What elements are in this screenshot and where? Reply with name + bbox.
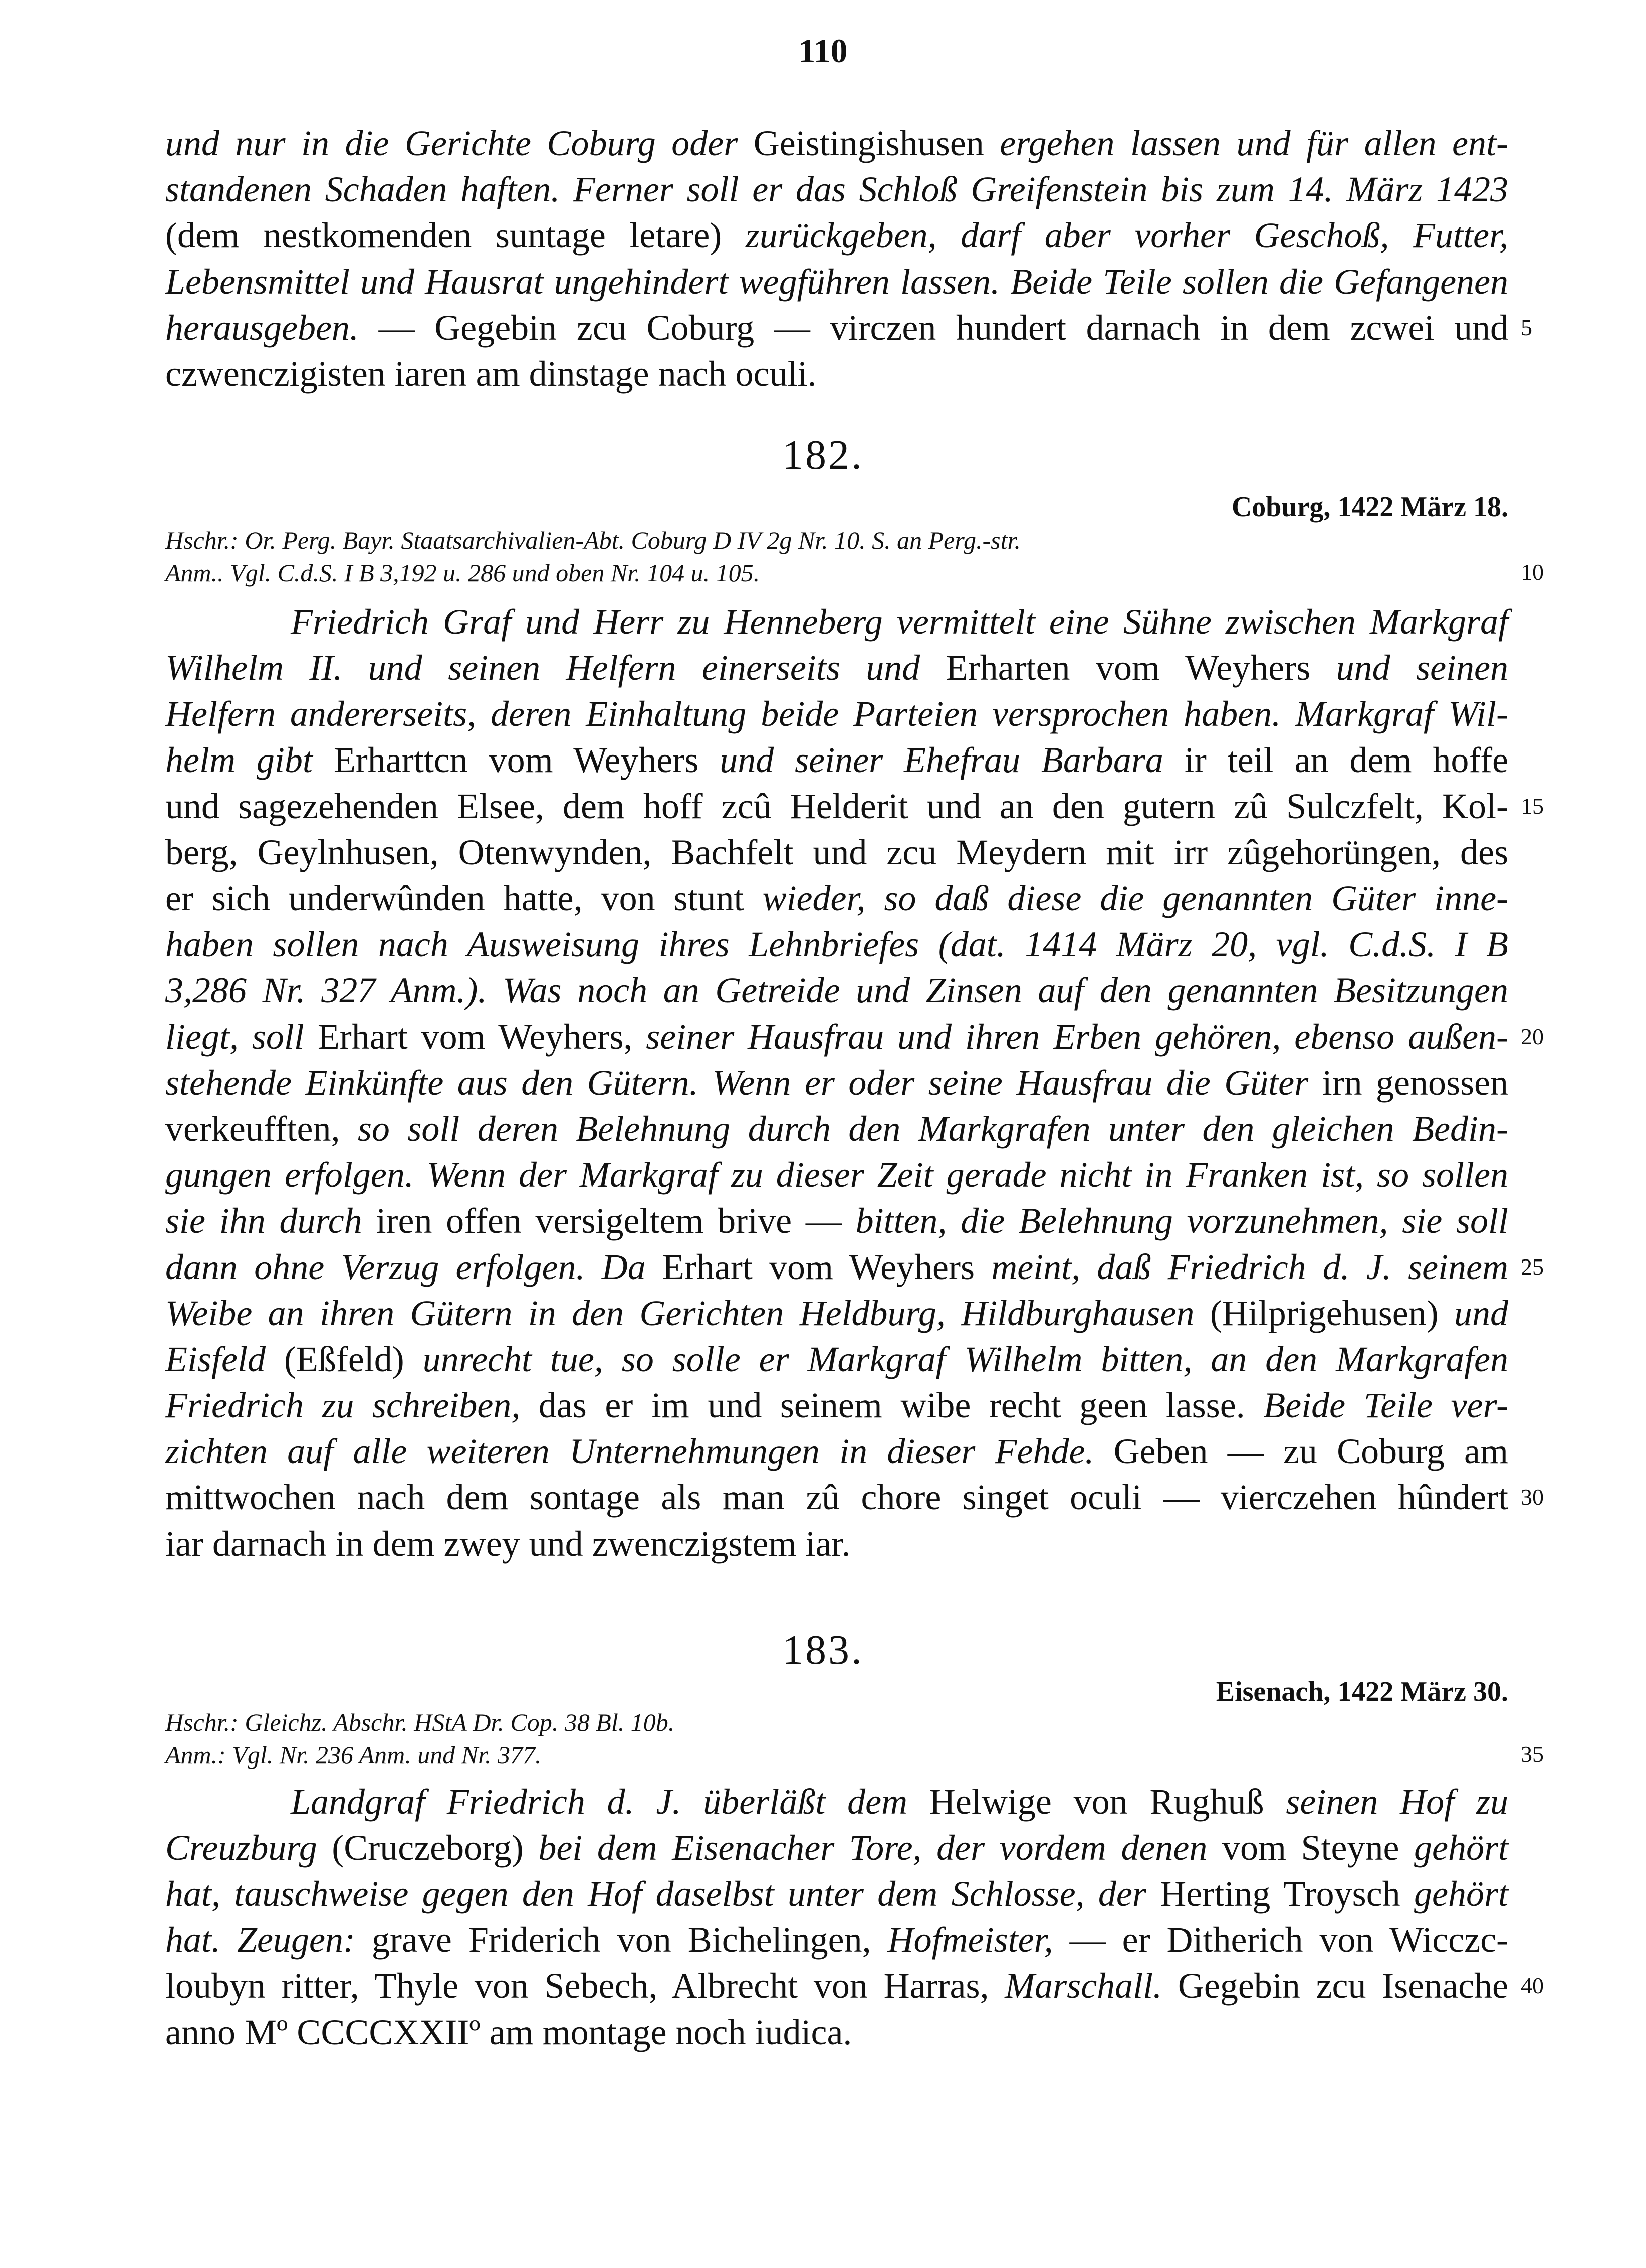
text-segment: anno Mº CCCCXXIIº am montage noch iudica. — [165, 2012, 852, 2052]
text-segment: Herting Troysch — [1160, 1874, 1415, 1914]
margin-line-number: 15 — [1521, 793, 1544, 819]
italic-segment: unrecht tue, so solle er Markgraf Wilhelm bitten, an den Markgrafen — [422, 1339, 1509, 1379]
doc-183-number: 183. — [782, 1627, 864, 1673]
page-number: 110 — [798, 32, 848, 70]
italic-segment: Marschall. — [1005, 1966, 1178, 2006]
italic-segment: herausgeben. — [165, 308, 359, 348]
text-line — [291, 599, 1508, 645]
text-segment: und sagezehenden Elsee, dem hoff zcû Helderit und an den gutern zû Sulczfelt, Kol- — [165, 786, 1508, 826]
text-line — [165, 305, 1508, 351]
italic-segment: Friedrich Graf und Herr zu Henneberg vermittelt eine Sühne zwischen Markgraf — [291, 602, 1508, 642]
text-line — [165, 829, 1508, 875]
text-segment: Helwige von Rughuß — [929, 1782, 1286, 1822]
doc-183-dateline: Eisenach, 1422 März 30. — [1216, 1676, 1508, 1707]
text-line — [165, 1290, 1508, 1336]
text-line — [165, 1198, 1508, 1244]
italic-segment: sie ihn durch — [165, 1201, 376, 1241]
italic-segment: seinen Hof zu — [1286, 1782, 1509, 1822]
italic-segment: so soll deren Belehnung durch den Markgrafen unter den gleichen Bedin- — [357, 1109, 1508, 1149]
italic-segment: und seinen — [1336, 648, 1509, 688]
italic-segment: helm gibt — [165, 740, 334, 780]
text-segment: das er im und seinem wibe recht geen lasse. — [538, 1385, 1264, 1425]
italic-segment: stehende Einkünfte aus den Gütern. Wenn er oder seine Hausfrau die Güter — [165, 1063, 1322, 1103]
italic-segment: Weibe an ihren Gütern in den Gerichten Heldburg, Hildburghausen — [165, 1293, 1210, 1333]
italic-segment: zichten auf alle weiteren Unternehmungen in dieser Fehde. — [165, 1431, 1114, 1471]
text-line — [165, 351, 1508, 397]
text-line — [165, 783, 1508, 829]
italic-segment: standenen Schaden haften. Ferner soll er das Schloß Greifenstein bis zum 14. März 1423 — [165, 169, 1508, 209]
text-line — [165, 875, 1508, 921]
italic-segment: liegt, soll — [165, 1017, 318, 1057]
text-segment: er sich underwûnden hatte, von stunt — [165, 878, 763, 918]
italic-segment: wieder, so daß diese die genannten Güter inne- — [762, 878, 1509, 918]
text-line — [165, 1917, 1508, 1963]
margin-line-number: 25 — [1521, 1254, 1544, 1280]
italic-segment: Eisfeld — [165, 1339, 284, 1379]
doc-182-manuscript-note: Hschr.: Or. Perg. Bayr. Staatsarchivalien-Abt. Coburg D IV 2g Nr. 10. S. an Perg.-str. — [165, 526, 1021, 554]
text-line — [165, 1428, 1508, 1474]
italic-segment: gungen erfolgen. Wenn der Markgraf zu dieser Zeit gerade nicht in Franken ist, so sollen — [165, 1155, 1508, 1195]
italic-segment: hat, tauschweise gegen den Hof daselbst unter dem Schlosse, der — [165, 1874, 1160, 1914]
text-line — [165, 1336, 1508, 1382]
italic-segment: Wilhelm II. und seinen Helfern einerseits und — [165, 648, 946, 688]
italic-segment: und seiner Ehefrau Barbara — [720, 740, 1185, 780]
text-line — [165, 691, 1508, 737]
text-segment: (Cruczeborg) — [332, 1828, 539, 1868]
text-segment: — Gegebin zcu Coburg — virczen hundert darnach in dem zcwei und — [358, 308, 1508, 348]
text-segment: irn genossen — [1322, 1063, 1508, 1103]
italic-segment: gehört — [1414, 1828, 1509, 1868]
text-line — [165, 1521, 1508, 1567]
doc-182-note-line-number: 10 — [1521, 559, 1544, 585]
text-segment: ir teil an dem hoffe — [1184, 740, 1509, 780]
margin-line-number: 30 — [1521, 1484, 1544, 1510]
doc-182-number: 182. — [782, 432, 864, 478]
text-line — [165, 1825, 1508, 1871]
italic-segment: haben sollen nach Ausweisung ihres Lehnbriefes (dat. 1414 März 20, vgl. C.d.S. I B — [165, 924, 1508, 964]
italic-segment: hat. Zeugen: — [165, 1920, 372, 1960]
text-line — [165, 1382, 1508, 1428]
italic-segment: und — [1454, 1293, 1509, 1333]
text-segment: iar darnach in dem zwey und zwenczigstem iar. — [165, 1524, 851, 1564]
italic-segment: bitten, die Belehnung vorzunehmen, sie soll — [855, 1201, 1508, 1241]
text-segment: Gegebin zcu Isenache — [1178, 1966, 1509, 2006]
text-segment: Erharten vom Weyhers — [946, 648, 1336, 688]
text-segment: — er Ditherich von Wicczc- — [1069, 1920, 1509, 1960]
text-line — [165, 1474, 1508, 1521]
italic-segment: bei dem Eisenacher Tore, der vordem denen — [538, 1828, 1222, 1868]
text-segment: verkeufften, — [165, 1109, 358, 1149]
text-line — [165, 1152, 1508, 1198]
text-line — [291, 1779, 1508, 1825]
text-segment: (dem nestkomenden suntage letare) — [165, 215, 746, 256]
italic-segment: gehört — [1414, 1874, 1509, 1914]
text-line — [165, 259, 1508, 305]
italic-segment: Helfern andererseits, deren Einhaltung beide Parteien versprochen haben. Markgraf Wil- — [165, 694, 1508, 734]
text-line — [165, 1963, 1508, 2009]
text-line — [165, 1871, 1508, 1917]
doc-183-annotation-note: Anm.: Vgl. Nr. 236 Anm. und Nr. 377. — [165, 1741, 542, 1769]
text-line — [165, 921, 1508, 967]
text-segment: iren offen versigeltem brive — — [376, 1201, 856, 1241]
italic-segment: dann ohne Verzug erfolgen. Da — [165, 1247, 662, 1287]
margin-line-number: 40 — [1521, 1973, 1544, 1998]
text-line — [165, 166, 1508, 212]
text-segment: grave Friderich von Bichelingen, — [371, 1920, 888, 1960]
text-segment: Geben — zu Coburg am — [1113, 1431, 1509, 1471]
italic-segment: Beide Teile ver- — [1263, 1385, 1508, 1425]
text-segment: mittwochen nach dem sontage als man zû chore singet oculi — vierczehen hûndert — [165, 1477, 1508, 1518]
italic-segment: 3,286 Nr. 327 Anm.). Was noch an Getreide und Zinsen auf den genannten Besitzungen — [165, 970, 1508, 1011]
italic-segment: Landgraf Friedrich d. J. überläßt dem — [291, 1782, 929, 1822]
text-line — [165, 645, 1508, 691]
text-segment: (Hilprigehusen) — [1210, 1293, 1455, 1333]
text-line — [165, 967, 1508, 1014]
margin-line-number: 20 — [1521, 1024, 1544, 1049]
text-segment: Erhart vom Weyhers, — [317, 1017, 646, 1057]
doc-183-note-line-number: 35 — [1521, 1741, 1544, 1767]
text-segment: czwenczigisten iaren am dinstage nach oculi. — [165, 354, 817, 394]
italic-segment: und nur in die Gerichte Coburg oder — [165, 123, 754, 163]
doc-182-dateline: Coburg, 1422 März 18. — [1231, 491, 1508, 523]
text-segment: Erhart vom Weyhers — [662, 1247, 992, 1287]
text-segment: berg, Geylnhusen, Otenwynden, Bachfelt und zcu Meydern mit irr zûgehorüngen, des — [165, 832, 1508, 872]
text-segment: Geistingishusen — [753, 123, 1000, 163]
doc-183-manuscript-note: Hschr.: Gleichz. Abschr. HStA Dr. Cop. 38 Bl. 10b. — [165, 1708, 675, 1736]
text-segment: (Eßfeld) — [284, 1339, 423, 1379]
italic-segment: ergehen lassen und für allen ent- — [1000, 123, 1508, 163]
text-line — [165, 120, 1508, 166]
italic-segment: Creuzburg — [165, 1828, 332, 1868]
text-line — [165, 737, 1508, 783]
text-segment: loubyn ritter, Thyle von Sebech, Albrecht von Harras, — [165, 1966, 1005, 2006]
italic-segment: Lebensmittel und Hausrat ungehindert wegführen lassen. Beide Teile sollen die Gefangenen — [165, 262, 1508, 302]
doc-182-annotation-note: Anm.. Vgl. C.d.S. I B 3,192 u. 286 und oben Nr. 104 u. 105. — [165, 559, 760, 587]
text-line — [165, 1106, 1508, 1152]
text-line — [165, 2009, 1508, 2055]
italic-segment: Hofmeister, — [887, 1920, 1070, 1960]
italic-segment: meint, daß Friedrich d. J. seinem — [991, 1247, 1509, 1287]
italic-segment: Friedrich zu schreiben, — [165, 1385, 539, 1425]
margin-line-number: 5 — [1521, 315, 1532, 340]
text-segment: vom Steyne — [1222, 1828, 1415, 1868]
text-line — [165, 1244, 1508, 1290]
italic-segment: seiner Hausfrau und ihren Erben gehören, ebenso außen- — [646, 1017, 1509, 1057]
text-line — [165, 212, 1508, 259]
italic-segment: zurückgeben, darf aber vorher Geschoß, Futter, — [745, 215, 1508, 256]
text-line — [165, 1014, 1508, 1060]
text-segment: Erharttcn vom Weyhers — [333, 740, 720, 780]
text-line — [165, 1060, 1508, 1106]
